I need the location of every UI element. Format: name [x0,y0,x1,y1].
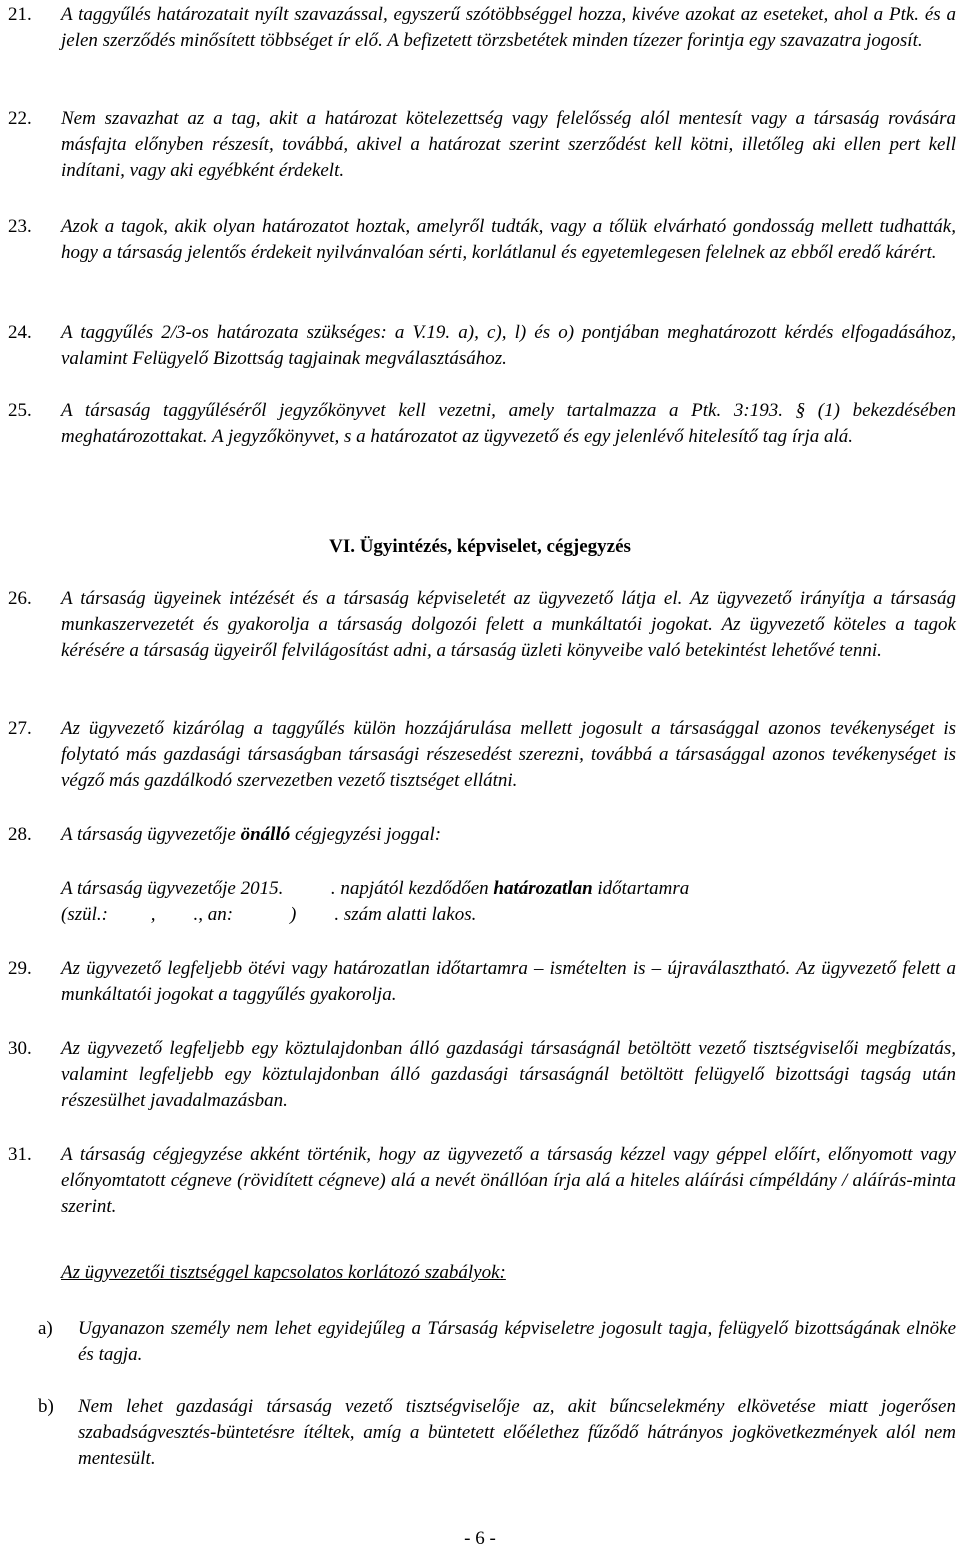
appointment-line-1: A társaság ügyvezetője 2015. . napjától kezdődően határozatlan időtartamra [61,878,690,899]
paragraph-21 [8,2,956,54]
paragraph-number: 23. [8,216,32,237]
paragraph-text: Azok a tagok, akik olyan határozatot hoztak, amelyről tudták, vagy a tőlük elvárható gondosság mellett tudhatták, hogy a társaság jelentős érdekeit nyilvánvalóan sérti, korlátlanul és egyetemlegesen felelnek az ebből eredő kárért. [61,216,956,263]
paragraph-text: Nem szavazhat az a tag, akit a határozat kötelezettség vagy felelősség alól mentesít vagy a társaság rovására másfajta előnyben részesít, továbbá, akivel a határozat szerint szerződést kell kötni, illetőleg aki ellen pert kell indítani, vagy aki egyébként érdekelt. [61,108,956,181]
restriction-label: b) [38,1396,54,1417]
paragraph-number: 30. [8,1038,32,1059]
paragraph-text: A taggyűlés határozatait nyílt szavazással, egyszerű szótöbbséggel hozza, kivéve azokat az eseteket, ahol a Ptk. és a jelen szerződés minősített többséget ír elő. A befizetett törzsbetétek minden tízezer forintja egy szavazatra jogosít. [61,4,956,51]
paragraph-23 [8,214,956,266]
paragraph-text: A társaság taggyűléséről jegyzőkönyvet kell vezetni, amely tartalmazza a Ptk. 3:193. § (1) bekezdésében meghatározottakat. A jegyzőkönyvet, s a határozatot az ügyvezető és egy jelenlévő hitelesítő tag írja alá. [61,400,956,447]
paragraph-31 [8,1142,956,1220]
restriction-text: Nem lehet gazdasági társaság vezető tisztségviselője az, akit bűncselekmény elkövetése miatt jogerősen szabadságvesztés-büntetésre ítéltek, amíg a büntetett előélethez fűződő hátrányos jogkövetkezmények alól nem mentesült. [78,1396,956,1469]
paragraph-text: Az ügyvezető kizárólag a taggyűlés külön hozzájárulása mellett jogosult a társasággal azonos tevékenységet is folytató más gazdasági társaságban társasági részesedést szerezni, továbbá a társasággal azonos tevékenységet is végző más gazdálkodó szervezetben vezető tisztséget ellátni. [61,718,956,791]
restrictions-heading: Az ügyvezetői tisztséggel kapcsolatos korlátozó szabályok: [61,1262,506,1283]
paragraph-30 [8,1036,956,1114]
paragraph-26 [8,586,956,664]
restriction-a [38,1316,956,1368]
paragraph-29 [8,956,956,1008]
emphasis-onallo: önálló [240,824,291,845]
paragraph-text: A társaság cégjegyzése akként történik, hogy az ügyvezető a társaság kézzel vagy géppel előírt, előnyomott vagy előnyomtatott cégneve (rövidített cégneve) alá a nevét önállóan írja alá a hiteles aláírási címpéldány / aláírás-minta szerint. [61,1144,956,1217]
paragraph-25 [8,398,956,450]
paragraph-number: 29. [8,958,32,979]
paragraph-text: A társaság ügyeinek intézését és a társaság képviseletét az ügyvezető látja el. Az ügyvezető irányítja a társaság munkaszervezetét és gyakorolja a társaság dolgozói felett a munkáltatói jogokat. Az ügyvezető köteles a tagok kérésére a társaság ügyeiről felvilágosítást adni, a társaság üzleti könyveibe való betekintést lehetővé tenni. [61,588,956,661]
paragraph-text: A taggyűlés 2/3-os határozata szükséges: a V.19. a), c), l) és o) pontjában meghatározott kérdés elfogadásához, valamint Felügyelő Bizottság tagjainak megválasztásához. [61,322,956,369]
paragraph-number: 25. [8,400,32,421]
emphasis-hatarozatlan: határozatlan [493,878,593,899]
appointment-detail [8,876,956,928]
paragraph-28 [8,822,956,848]
text-part: A társaság ügyvezetője [61,824,241,845]
paragraph-number: 26. [8,588,32,609]
paragraph-number: 27. [8,718,32,739]
text-part: cégjegyzési joggal: [290,824,442,845]
paragraph-number: 21. [8,4,32,25]
paragraph-number: 31. [8,1144,32,1165]
paragraph-text: Az ügyvezető legfeljebb ötévi vagy határozatlan időtartamra – ismételten is – újraválasztható. Az ügyvezető felett a munkáltatói jogokat a taggyűlés gyakorolja. [61,958,956,1005]
paragraph-22 [8,106,956,184]
paragraph-text [61,822,956,848]
paragraph-number: 24. [8,322,32,343]
restriction-b [38,1394,956,1472]
restriction-label: a) [38,1318,53,1339]
restriction-text: Ugyanazon személy nem lehet egyidejűleg a Társaság képviseletre jogosult tagja, felügyelő bizottságának elnöke és tagja. [78,1318,956,1365]
section-heading: VI. Ügyintézés, képviselet, cégjegyzés [329,536,631,557]
paragraph-24 [8,320,956,372]
paragraph-number: 28. [8,824,32,845]
page-number: - 6 - [464,1528,496,1549]
appointment-line-2: (szül.: , ., an: ) . szám alatti lakos. [61,904,477,925]
paragraph-text: Az ügyvezető legfeljebb egy köztulajdonban álló gazdasági társaságnál betöltött vezető tisztségviselői megbízatás, valamint legfeljebb egy köztulajdonban álló gazdasági társaságnál betöltött felügyelő bizottsági tagság után részesülhet javadalmazásban. [61,1038,956,1111]
paragraph-number: 22. [8,108,32,129]
paragraph-27 [8,716,956,794]
